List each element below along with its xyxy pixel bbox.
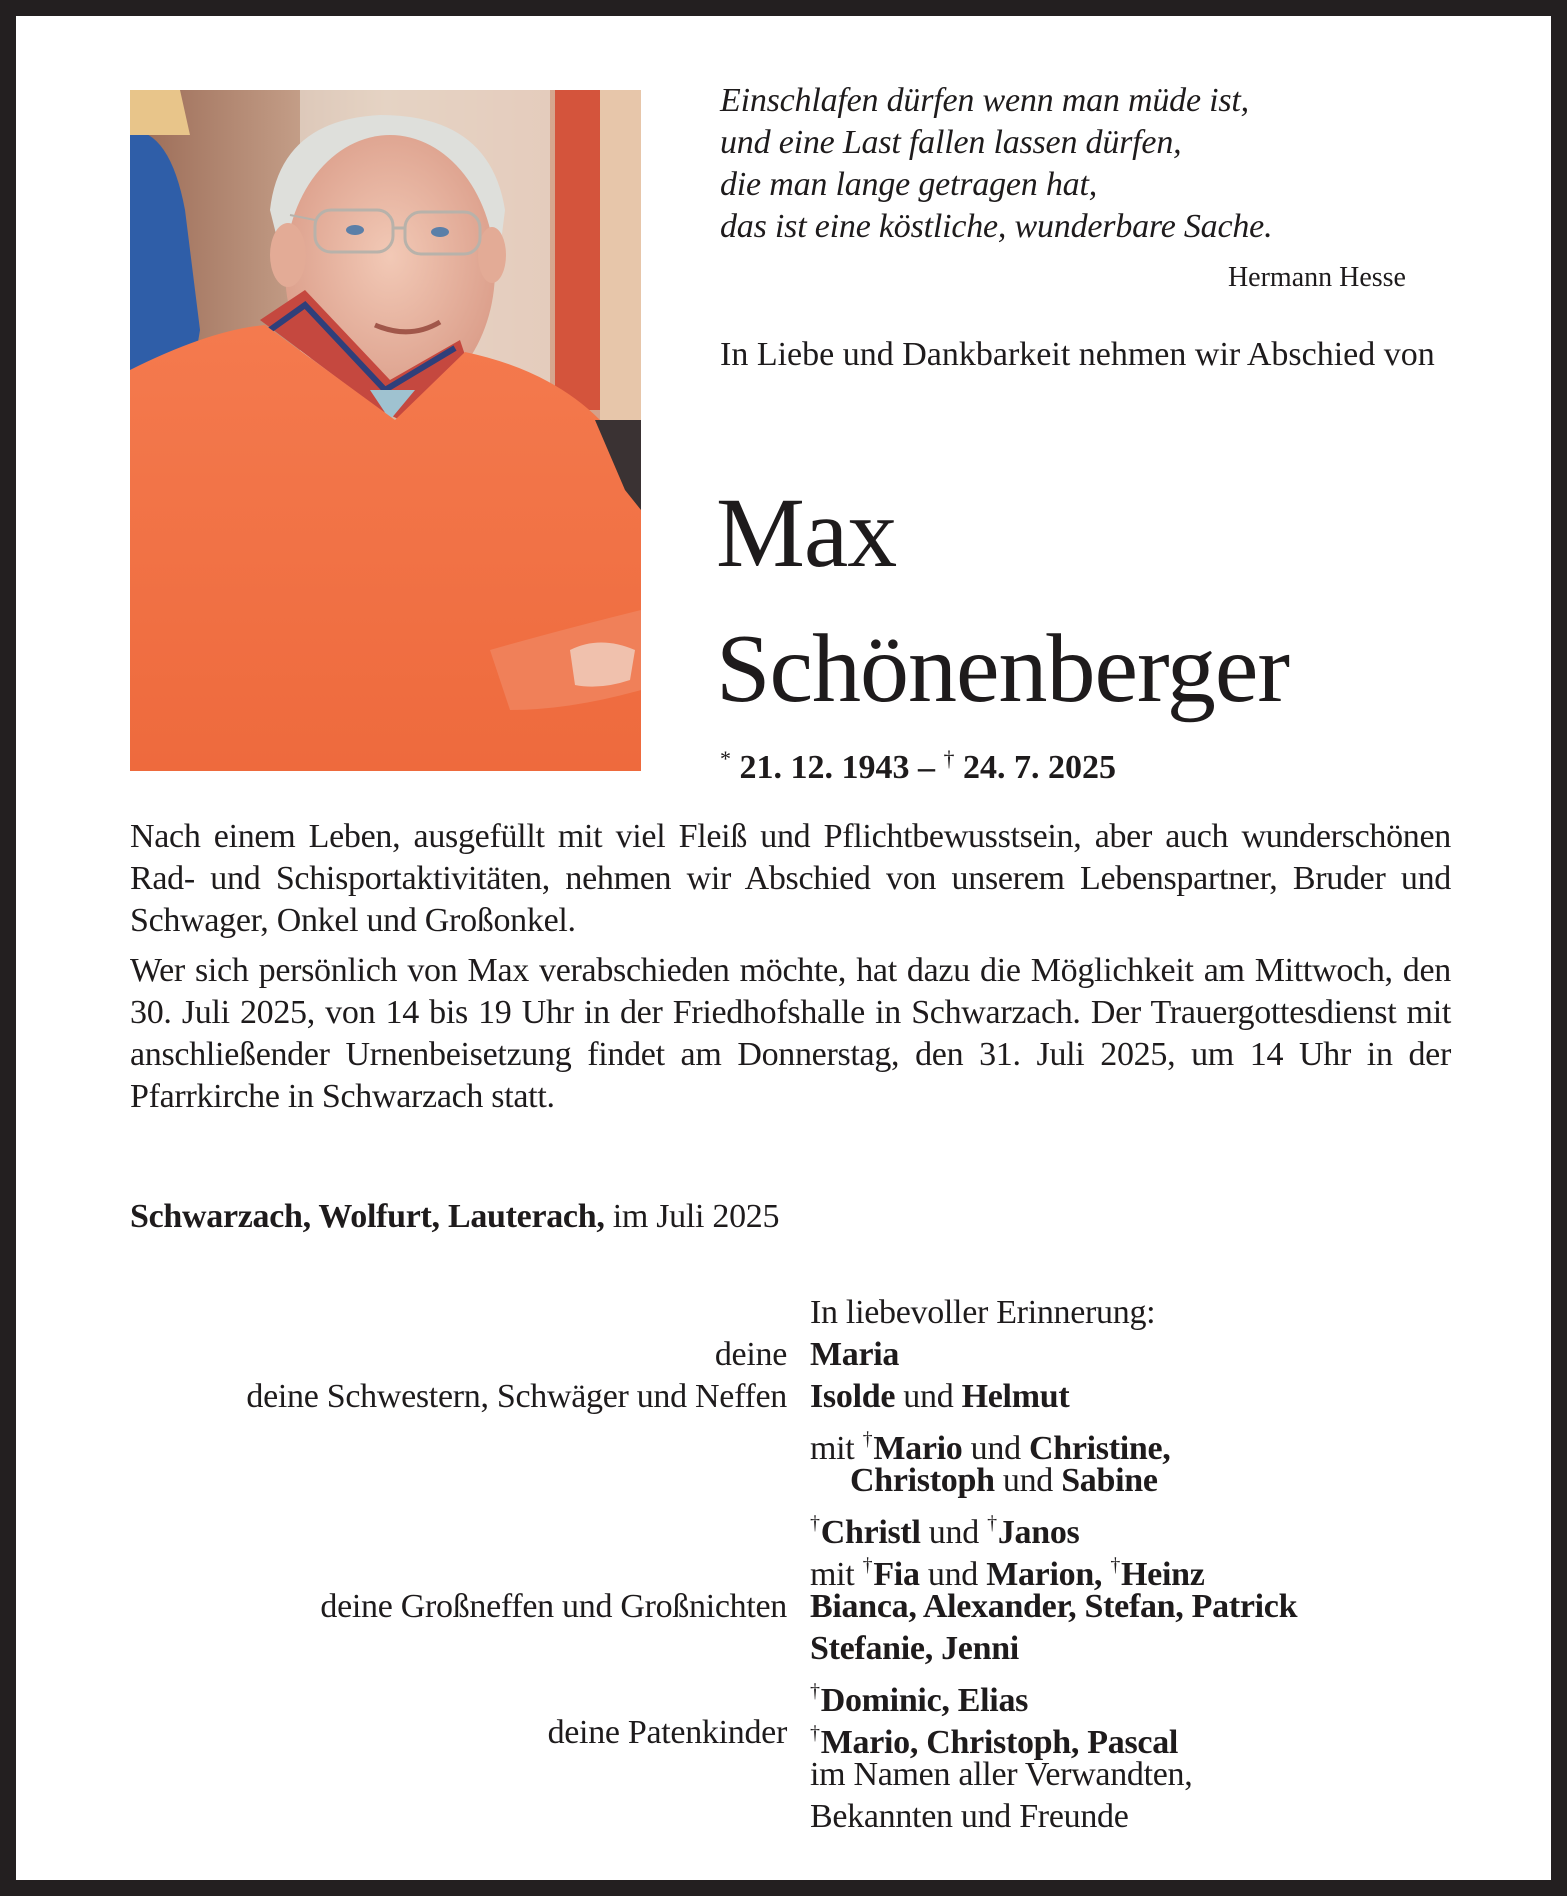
mourner-name: Stefanie, Jenni xyxy=(810,1630,1019,1667)
mourner-row xyxy=(16,1334,1551,1376)
mourner-name: Christoph xyxy=(850,1462,995,1499)
connector-text: im Namen aller Verwandten, xyxy=(810,1756,1193,1793)
mourner-names xyxy=(810,1628,1019,1670)
life-dates xyxy=(720,738,1116,789)
deceased-last-name: Schönenberger xyxy=(716,615,1289,723)
date-separator: – xyxy=(918,749,935,786)
signature-places: Schwarzach, Wolfurt, Lauterach, xyxy=(130,1198,605,1235)
connector-text: mit xyxy=(810,1556,863,1593)
mourner-name: Christl xyxy=(820,1514,921,1551)
intro-text: In Liebe und Dankbarkeit nehmen wir Abschied von xyxy=(720,336,1435,373)
mourners-list xyxy=(16,1334,1551,1838)
death-date: 24. 7. 2025 xyxy=(963,749,1116,786)
deceased-cross-icon: † xyxy=(862,1428,873,1450)
mourner-name: Maria xyxy=(810,1336,900,1373)
quote-line: die man lange getragen hat, xyxy=(720,166,1098,203)
quote-line: und eine Last fallen lassen dürfen, xyxy=(720,124,1182,161)
deceased-first-name: Max xyxy=(716,477,897,588)
mourner-row xyxy=(16,1460,1551,1502)
mourner-row xyxy=(16,1712,1551,1761)
quote-author: Hermann Hesse xyxy=(1227,262,1406,293)
signature-date: im Juli 2025 xyxy=(612,1198,780,1235)
mourner-relation-label: deine xyxy=(714,1336,787,1373)
mourner-name: Mario xyxy=(873,1430,963,1467)
deceased-cross-icon: † xyxy=(810,1680,820,1702)
mourner-relation-label: deine Patenkinder xyxy=(547,1714,787,1751)
mourner-names xyxy=(810,1586,1297,1628)
connector-text: mit xyxy=(810,1430,863,1467)
mourner-name: Mario, Christoph, Pascal xyxy=(820,1724,1179,1761)
memory-heading: In liebevoller Erinnerung: xyxy=(810,1294,1156,1331)
mourner-name: Isolde xyxy=(810,1378,896,1415)
mourner-name: Heinz xyxy=(1121,1556,1205,1593)
connector-text: und xyxy=(895,1378,962,1415)
mourner-relation-label: deine Schwestern, Schwäger und Neffen xyxy=(246,1378,787,1415)
connector-text: und xyxy=(962,1430,1029,1467)
mourner-row xyxy=(16,1796,1551,1838)
mourner-relation-label: deine Großneffen und Großnichten xyxy=(320,1588,787,1625)
mourner-names xyxy=(810,1796,1129,1838)
deceased-cross-icon: † xyxy=(810,1512,820,1534)
deceased-cross-icon: † xyxy=(810,1722,820,1744)
portrait-photo xyxy=(130,90,641,771)
connector-text: und xyxy=(920,1514,988,1551)
birth-star-icon: * xyxy=(720,746,731,771)
connector-text: und xyxy=(919,1556,987,1593)
mourner-row xyxy=(16,1628,1551,1670)
mourner-row xyxy=(16,1376,1551,1418)
death-cross-icon: † xyxy=(943,746,955,771)
mourner-name: Janos xyxy=(997,1514,1080,1551)
mourner-name: Christine, xyxy=(1029,1430,1171,1467)
quote-line: das ist eine köstliche, wunderbare Sache. xyxy=(720,208,1273,245)
connector-text: und xyxy=(994,1462,1062,1499)
mourner-name: Sabine xyxy=(1061,1462,1158,1499)
mourner-row xyxy=(16,1502,1551,1551)
quote-line: Einschlafen dürfen wenn man müde ist, xyxy=(720,82,1249,119)
connector-text: Bekannten und Freunde xyxy=(810,1798,1129,1835)
mourner-name: Helmut xyxy=(961,1378,1070,1415)
mourner-row xyxy=(16,1418,1551,1467)
portrait-image xyxy=(130,90,641,771)
mourner-row xyxy=(16,1670,1551,1719)
mourner-row xyxy=(16,1544,1551,1593)
mourner-row xyxy=(16,1754,1551,1796)
quote xyxy=(720,80,1440,248)
mourner-names xyxy=(850,1460,1158,1502)
obituary-body xyxy=(130,816,1451,1126)
mourner-names xyxy=(810,1754,1192,1796)
mourner-name: Marion, xyxy=(986,1556,1111,1593)
mourner-names xyxy=(810,1376,1069,1418)
body-paragraph: Wer sich persönlich von Max verabschieden möchte, hat dazu die Möglichkeit am Mittwoch, den 30. Juli 2025, von 14 bis 19 Uhr in der Friedhofshalle in Schwarzach. Der Trauergottesdienst mit anschließender Urnenbeisetzung findet am Donnerstag, den 31. Juli 2025, um 14 Uhr in der Pfarrkirche in Schwarzach statt. xyxy=(130,952,1451,1115)
deceased-cross-icon: † xyxy=(1110,1554,1121,1576)
obituary-sheet xyxy=(16,16,1551,1880)
mourner-row xyxy=(16,1586,1551,1628)
birth-date: 21. 12. 1943 xyxy=(739,749,910,786)
mourner-name: Dominic, Elias xyxy=(820,1682,1029,1719)
deceased-cross-icon: † xyxy=(862,1554,873,1576)
mourner-name: Fia xyxy=(873,1556,920,1593)
body-paragraph: Nach einem Leben, ausgefüllt mit viel Fleiß und Pflichtbewusstsein, aber auch wunderschönen Rad- und Schisportaktivitäten, nehmen wir Abschied von unserem Lebenspartner, Bruder und Schwager, Onkel und Großonkel. xyxy=(130,818,1451,939)
mourner-names xyxy=(810,1334,899,1376)
mourner-name: Bianca, Alexander, Stefan, Patrick xyxy=(810,1588,1298,1625)
signature-line xyxy=(130,1196,779,1238)
deceased-cross-icon: † xyxy=(987,1512,997,1534)
